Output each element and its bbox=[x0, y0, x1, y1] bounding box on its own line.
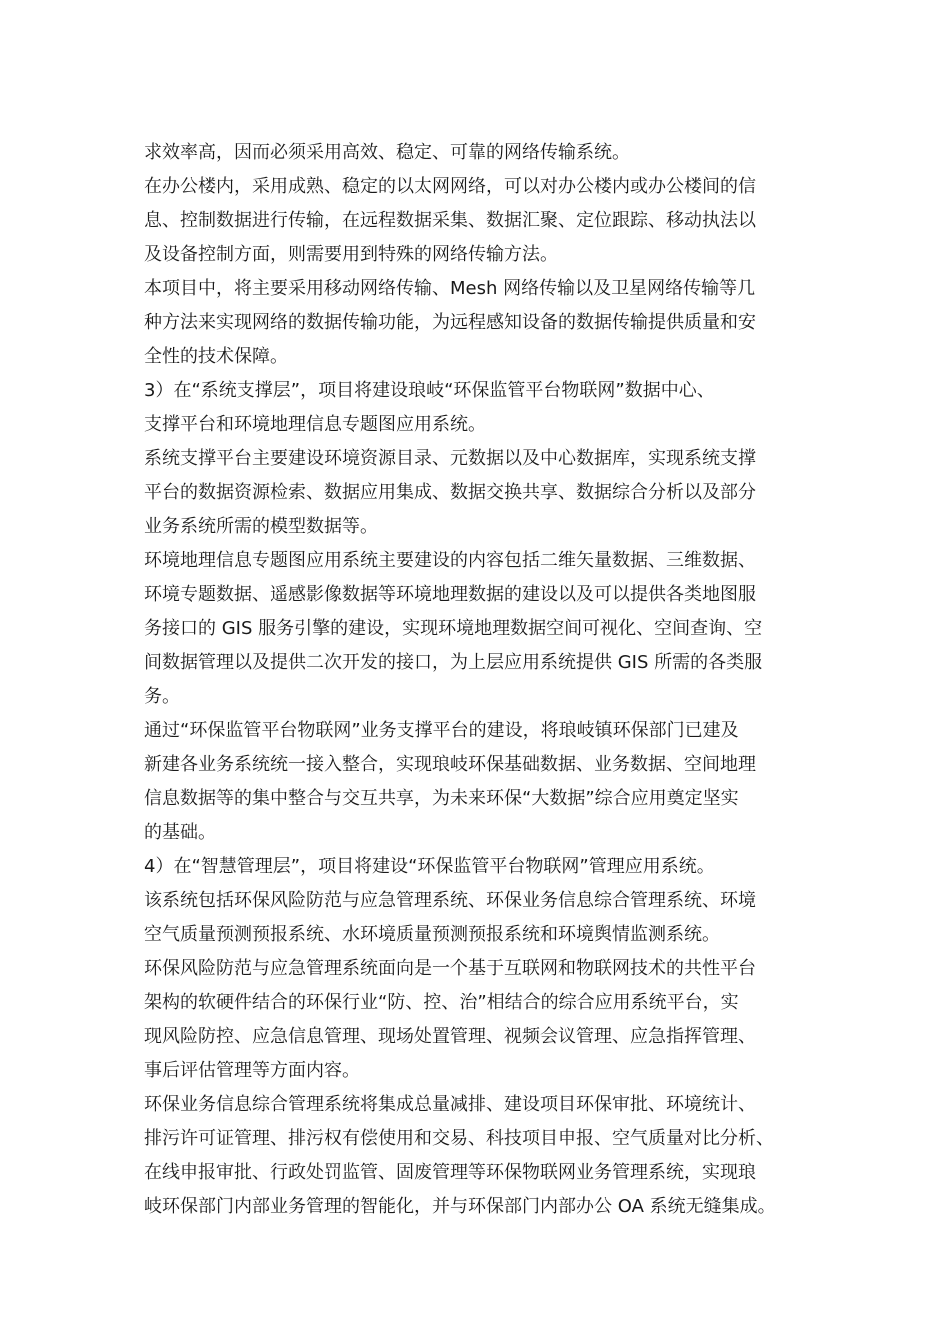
text-line: 通过“环保监管平台物联网”业务支撑平台的建设，将琅岐镇环保部门已建及 bbox=[144, 720, 739, 741]
text-line: 求效率高，因而必须采用高效、稳定、可靠的网络传输系统。 bbox=[144, 142, 630, 163]
text-line: 环保风险防范与应急管理系统面向是一个基于互联网和物联网技术的共性平台 bbox=[144, 958, 756, 979]
document-body bbox=[144, 136, 824, 1224]
text-line: 环境专题数据、遥感影像数据等环境地理数据的建设以及可以提供各类地图服 bbox=[144, 584, 756, 605]
text-line: 环保业务信息综合管理系统将集成总量减排、建设项目环保审批、环境统计、 bbox=[144, 1094, 756, 1115]
text-line: 及设备控制方面，则需要用到特殊的网络传输方法。 bbox=[144, 244, 558, 265]
text-line: 种方法来实现网络的数据传输功能，为远程感知设备的数据传输提供质量和安 bbox=[144, 312, 756, 333]
text-line: 排污许可证管理、排污权有偿使用和交易、科技项目申报、空气质量对比分析、 bbox=[144, 1128, 774, 1149]
text-line: 务接口的 GIS 服务引擎的建设，实现环境地理数据空间可视化、空间查询、空 bbox=[144, 618, 763, 639]
text-line: 现风险防控、应急信息管理、现场处置管理、视频会议管理、应急指挥管理、 bbox=[144, 1026, 756, 1047]
text-line: 信息数据等的集中整合与交互共享，为未来环保“大数据”综合应用奠定坚实 bbox=[144, 788, 739, 809]
text-line: 在线申报审批、行政处罚监管、固废管理等环保物联网业务管理系统，实现琅 bbox=[144, 1162, 756, 1183]
text-line: 空气质量预测预报系统、水环境质量预测预报系统和环境舆情监测系统。 bbox=[144, 924, 720, 945]
text-line: 岐环保部门内部业务管理的智能化，并与环保部门内部办公 OA 系统无缝集成。 bbox=[144, 1196, 776, 1217]
text-line: 间数据管理以及提供二次开发的接口，为上层应用系统提供 GIS 所需的各类服 bbox=[144, 652, 763, 673]
text-line: 3）在“系统支撑层”，项目将建设琅岐“环保监管平台物联网”数据中心、 bbox=[144, 380, 715, 401]
text-line: 平台的数据资源检索、数据应用集成、数据交换共享、数据综合分析以及部分 bbox=[144, 482, 756, 503]
text-line: 务。 bbox=[144, 686, 180, 707]
text-line: 息、控制数据进行传输，在远程数据采集、数据汇聚、定位跟踪、移动执法以 bbox=[144, 210, 756, 231]
text-line: 本项目中，将主要采用移动网络传输、Mesh 网络传输以及卫星网络传输等几 bbox=[144, 278, 756, 299]
text-line: 事后评估管理等方面内容。 bbox=[144, 1060, 360, 1081]
text-line: 系统支撑平台主要建设环境资源目录、元数据以及中心数据库，实现系统支撑 bbox=[144, 448, 756, 469]
text-line: 架构的软硬件结合的环保行业“防、控、治”相结合的综合应用系统平台，实 bbox=[144, 992, 739, 1013]
text-line: 在办公楼内，采用成熟、稳定的以太网网络，可以对办公楼内或办公楼间的信 bbox=[144, 176, 756, 197]
text-line: 全性的技术保障。 bbox=[144, 346, 288, 367]
text-line: 新建各业务系统统一接入整合，实现琅岐环保基础数据、业务数据、空间地理 bbox=[144, 754, 756, 775]
text-line: 的基础。 bbox=[144, 822, 216, 843]
text-line: 该系统包括环保风险防范与应急管理系统、环保业务信息综合管理系统、环境 bbox=[144, 890, 756, 911]
text-line: 支撑平台和环境地理信息专题图应用系统。 bbox=[144, 414, 486, 435]
text-line: 业务系统所需的模型数据等。 bbox=[144, 516, 378, 537]
text-line: 环境地理信息专题图应用系统主要建设的内容包括二维矢量数据、三维数据、 bbox=[144, 550, 756, 571]
text-line: 4）在“智慧管理层”，项目将建设“环保监管平台物联网”管理应用系统。 bbox=[144, 856, 715, 877]
